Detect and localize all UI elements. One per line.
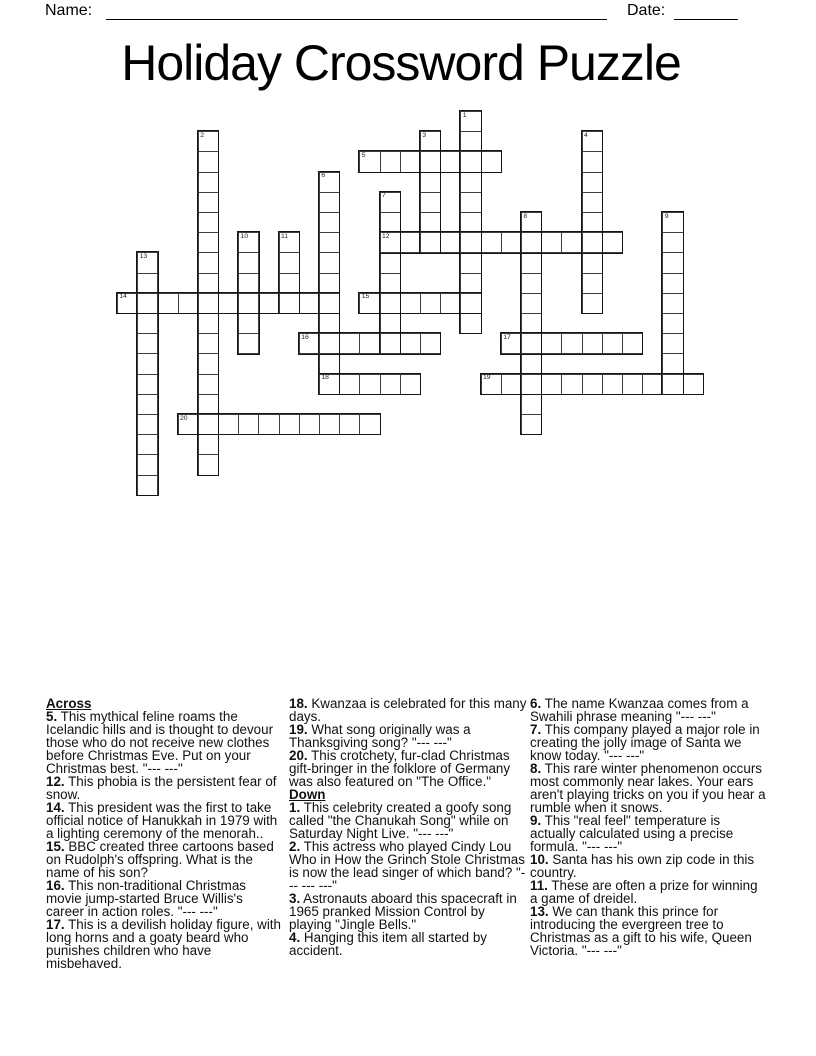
grid-cell [662,293,683,314]
clue-text: This mythical feline roams the Icelandic hills and is thought to devour those who do not receive new clothes before Christmas Eve. Put on your Christmas best. "--- ---" [46,709,274,776]
grid-cell [662,374,683,395]
grid-cell [380,232,401,253]
clue-number: 16. [46,878,65,893]
grid-cell [238,313,259,334]
clue-1 [289,801,527,840]
grid-cell [359,293,380,314]
clue-14 [46,801,284,840]
clues-column-1 [46,697,284,970]
grid-cell [137,434,158,455]
clue-text: This phobia is the persistent fear of snow. [46,774,277,802]
grid-cell [582,333,603,354]
cell-number: 12 [381,232,390,240]
grid-cell [521,353,542,374]
cell-number: 10 [240,232,249,240]
grid-cell [380,333,401,354]
clue-7 [530,723,768,762]
grid-cell [157,293,178,314]
grid-cell [420,192,441,213]
clue-text: Santa has his own zip code in this country. [530,852,755,880]
grid-cell [460,293,481,314]
grid-cell [521,414,542,435]
clue-text: This non-traditional Christmas movie jump-started Bruce Willis's career in action roles. "--- ---" [46,878,246,919]
grid-cell [339,374,360,395]
grid-cell [582,151,603,172]
grid-cell [198,374,219,395]
clue-number: 9. [530,813,542,828]
clue-text: The name Kwanzaa comes from a Swahili phrase meaning "--- ---" [530,696,749,724]
grid-cell [400,232,421,253]
grid-cell [137,414,158,435]
grid-cell [460,172,481,193]
clue-number: 2. [289,839,301,854]
grid-cell [582,293,603,314]
grid-cell [198,293,219,314]
grid-cell [299,333,320,354]
cell-number: 6 [321,172,326,180]
grid-cell [541,232,562,253]
cell-number: 5 [361,151,366,159]
cell-number: 20 [179,414,188,422]
cell-number: 15 [361,293,370,301]
grid-cell [420,212,441,233]
clue-number: 8. [530,761,542,776]
cell-number: 8 [523,212,528,220]
grid-cell [582,232,603,253]
grid-cell [218,293,239,314]
clue-text: This rare winter phenomenon occurs most commonly near lakes. Your ears aren't playing tricks on you if you hear a rumble when it snows. [530,761,766,815]
grid-cell [400,293,421,314]
grid-cell [198,212,219,233]
clue-number: 13. [530,904,549,919]
clue-number: 7. [530,722,542,737]
grid-cell [198,414,219,435]
grid-cell [299,293,320,314]
grid-cell [198,192,219,213]
grid-cell [279,414,300,435]
clue-number: 10. [530,852,549,867]
cell-number: 14 [119,293,127,301]
grid-cell [137,454,158,475]
grid-cell [481,374,502,395]
clues-heading-across: Across [46,696,92,711]
grid-cell [521,374,542,395]
grid-cell [400,333,421,354]
grid-cell [420,131,441,152]
grid-cell [501,333,522,354]
cell-number: 13 [139,252,148,260]
grid-cell [420,333,441,354]
grid-cell [460,131,481,152]
grid-cell [582,374,603,395]
grid-cell [198,131,219,152]
grid-cell [602,374,623,395]
grid-cell [501,374,522,395]
grid-cell [460,273,481,294]
grid-cell [359,333,380,354]
grid-cell [662,252,683,273]
grid-cell [137,333,158,354]
grid-cell [359,414,380,435]
grid-cell [380,273,401,294]
grid-cell [137,394,158,415]
clues-heading-down: Down [289,787,326,802]
grid-cell [622,333,643,354]
grid-cell [178,293,199,314]
grid-cell [218,414,239,435]
grid-cell [561,232,582,253]
clue-17 [46,918,284,970]
grid-cell [380,293,401,314]
grid-cell [602,232,623,253]
grid-cell [319,293,340,314]
grid-cell [279,252,300,273]
clue-5 [46,710,284,775]
grid-cell [521,252,542,273]
cell-number: 16 [301,333,309,341]
clues-column-3 [530,697,768,957]
grid-cell [319,374,340,395]
grid-cell [582,252,603,273]
clue-19 [289,723,527,749]
grid-cell [319,333,340,354]
grid-cell [662,232,683,253]
grid-cell [238,333,259,354]
cell-number: 1 [462,111,467,119]
cell-number: 17 [503,333,511,341]
grid-cell [198,454,219,475]
cell-number: 3 [422,131,427,139]
grid-cell [319,212,340,233]
clue-text: Hanging this item all started by accident. [289,930,487,958]
grid-cell [582,273,603,294]
clue-9 [530,814,768,853]
clue-text: This "real feel" temperature is actually calculated using a precise formula. "--- ---" [530,813,734,854]
cell-number: 18 [321,374,329,382]
grid-cell [582,172,603,193]
cell-number: 7 [381,192,386,200]
grid-cell [460,212,481,233]
grid-cell [198,333,219,354]
grid-cell [319,172,340,193]
grid-cell [602,333,623,354]
name-blank-line [106,19,607,20]
grid-cell [400,374,421,395]
grid-cell [339,414,360,435]
grid-cell [561,333,582,354]
grid-cell [440,151,461,172]
clue-text: We can thank this prince for introducing the evergreen tree to Christmas as a gift to his wife, Queen Victoria. "--- ---" [530,904,752,958]
grid-cell [521,313,542,334]
grid-cell [521,394,542,415]
clue-4 [289,931,527,957]
clue-16 [46,879,284,918]
grid-cell [258,414,279,435]
clue-3 [289,892,527,931]
clue-number: 18. [289,696,308,711]
grid-cell [481,151,502,172]
grid-cell [198,172,219,193]
grid-cell [420,293,441,314]
grid-cell [541,374,562,395]
clue-number: 17. [46,917,65,932]
grid-cell [198,151,219,172]
clue-10 [530,853,768,879]
clue-number: 11. [530,878,548,893]
clue-number: 14. [46,800,65,815]
grid-cell [420,232,441,253]
grid-cell [541,333,562,354]
grid-cell [258,293,279,314]
clue-number: 20. [289,748,308,763]
grid-cell [319,313,340,334]
cell-number: 19 [482,374,491,382]
clue-number: 1. [289,800,301,815]
grid-cell [380,374,401,395]
grid-cell [198,252,219,273]
grid-cell [582,192,603,213]
clue-20 [289,749,527,788]
grid-cell [198,232,219,253]
grid-cell [501,232,522,253]
grid-cell [521,293,542,314]
grid-cell [137,353,158,374]
clue-8 [530,762,768,814]
grid-cell [521,333,542,354]
grid-cell [683,374,704,395]
clue-13 [530,905,768,957]
clue-11 [530,879,768,905]
grid-cell [198,434,219,455]
clue-2 [289,840,527,892]
grid-cell [380,212,401,233]
page-title: Holiday Crossword Puzzle [121,35,681,91]
grid-cell [440,232,461,253]
clue-number: 5. [46,709,58,724]
grid-cell [279,273,300,294]
grid-cell [460,252,481,273]
clue-text: Kwanzaa is celebrated for this many days. [289,696,527,724]
grid-cell [380,313,401,334]
grid-cell [380,151,401,172]
clue-text: Astronauts aboard this spacecraft in 1965 pranked Mission Control by playing "Jingle Bells." [289,891,517,932]
grid-cell [582,131,603,152]
grid-cell [319,232,340,253]
grid-cell [339,333,360,354]
grid-cell [440,293,461,314]
grid-cell [319,192,340,213]
grid-cell [198,353,219,374]
grid-cell [238,414,259,435]
grid-cell [662,212,683,233]
grid-cell [137,252,158,273]
clue-text: This is a devilish holiday figure, with long horns and a goaty beard who punishes children who have misbehaved. [46,917,281,971]
grid-cell [460,232,481,253]
clue-6 [530,697,768,723]
cell-number: 9 [664,212,669,220]
grid-cell [662,273,683,294]
grid-cell [299,414,320,435]
grid-cell [137,475,158,496]
name-label: Name: [45,2,93,19]
grid-cell [238,232,259,253]
grid-cell [279,232,300,253]
clue-number: 3. [289,891,301,906]
grid-cell [137,374,158,395]
grid-cell [137,293,158,314]
grid-cell [359,374,380,395]
clue-text: This crotchety, fur-clad Christmas gift-bringer in the folklore of Germany was also featured on "The Office." [289,748,511,789]
clue-number: 12. [46,774,65,789]
clue-number: 15. [46,839,65,854]
clue-text: This company played a major role in creating the jolly image of Santa we know today. "--- ---" [530,722,760,763]
grid-cell [238,293,259,314]
grid-cell [662,333,683,354]
grid-cell [420,172,441,193]
grid-cell [662,353,683,374]
grid-cell [380,192,401,213]
date-blank-line [674,19,738,20]
grid-cell [481,232,502,253]
grid-cell [400,151,421,172]
clue-number: 4. [289,930,301,945]
clue-text: What song originally was a Thanksgiving song? "--- ---" [289,722,471,750]
cell-number: 4 [583,131,588,139]
grid-cell [238,273,259,294]
grid-cell [359,151,380,172]
clue-18 [289,697,527,723]
grid-cell [521,273,542,294]
clue-text: BBC created three cartoons based on Rudolph's offspring. What is the name of his son? [46,839,274,880]
grid-cell [319,353,340,374]
grid-cell [380,252,401,273]
cell-number: 11 [280,232,289,240]
clue-number: 6. [530,696,542,711]
grid-cell [117,293,138,314]
clue-text: This president was the first to take official notice of Hanukkah in 1979 with a lighting ceremony of the menorah.. [46,800,278,841]
grid-cell [137,313,158,334]
grid-cell [521,232,542,253]
clue-text: These are often a prize for winning a game of dreidel. [530,878,758,906]
grid-cell [642,374,663,395]
grid-cell [521,212,542,233]
clue-text: This celebrity created a goofy song called "the Chanukah Song" while on Saturday Night Live. "--- ---" [289,800,512,841]
grid-cell [198,313,219,334]
cell-number: 2 [200,131,204,139]
clue-15 [46,840,284,879]
date-label: Date: [627,2,666,19]
clues-column-2 [289,697,527,957]
grid-cell [460,313,481,334]
grid-cell [460,111,481,132]
grid-cell [582,212,603,233]
grid-cell [561,374,582,395]
clue-number: 19. [289,722,308,737]
clue-text: This actress who played Cindy Lou Who in How the Grinch Stole Christmas is now the lead singer of which band? "--- --- ---" [289,839,526,893]
grid-cell [319,414,340,435]
grid-cell [662,313,683,334]
grid-cell [198,273,219,294]
grid-cell [420,151,441,172]
grid-cell [460,151,481,172]
grid-cell [319,252,340,273]
grid-cell [238,252,259,273]
grid-cell [137,273,158,294]
grid-cell [622,374,643,395]
grid-cell [460,192,481,213]
clue-12 [46,775,284,801]
grid-cell [279,293,300,314]
grid-cell [319,273,340,294]
grid-cell [178,414,199,435]
grid-cell [198,394,219,415]
